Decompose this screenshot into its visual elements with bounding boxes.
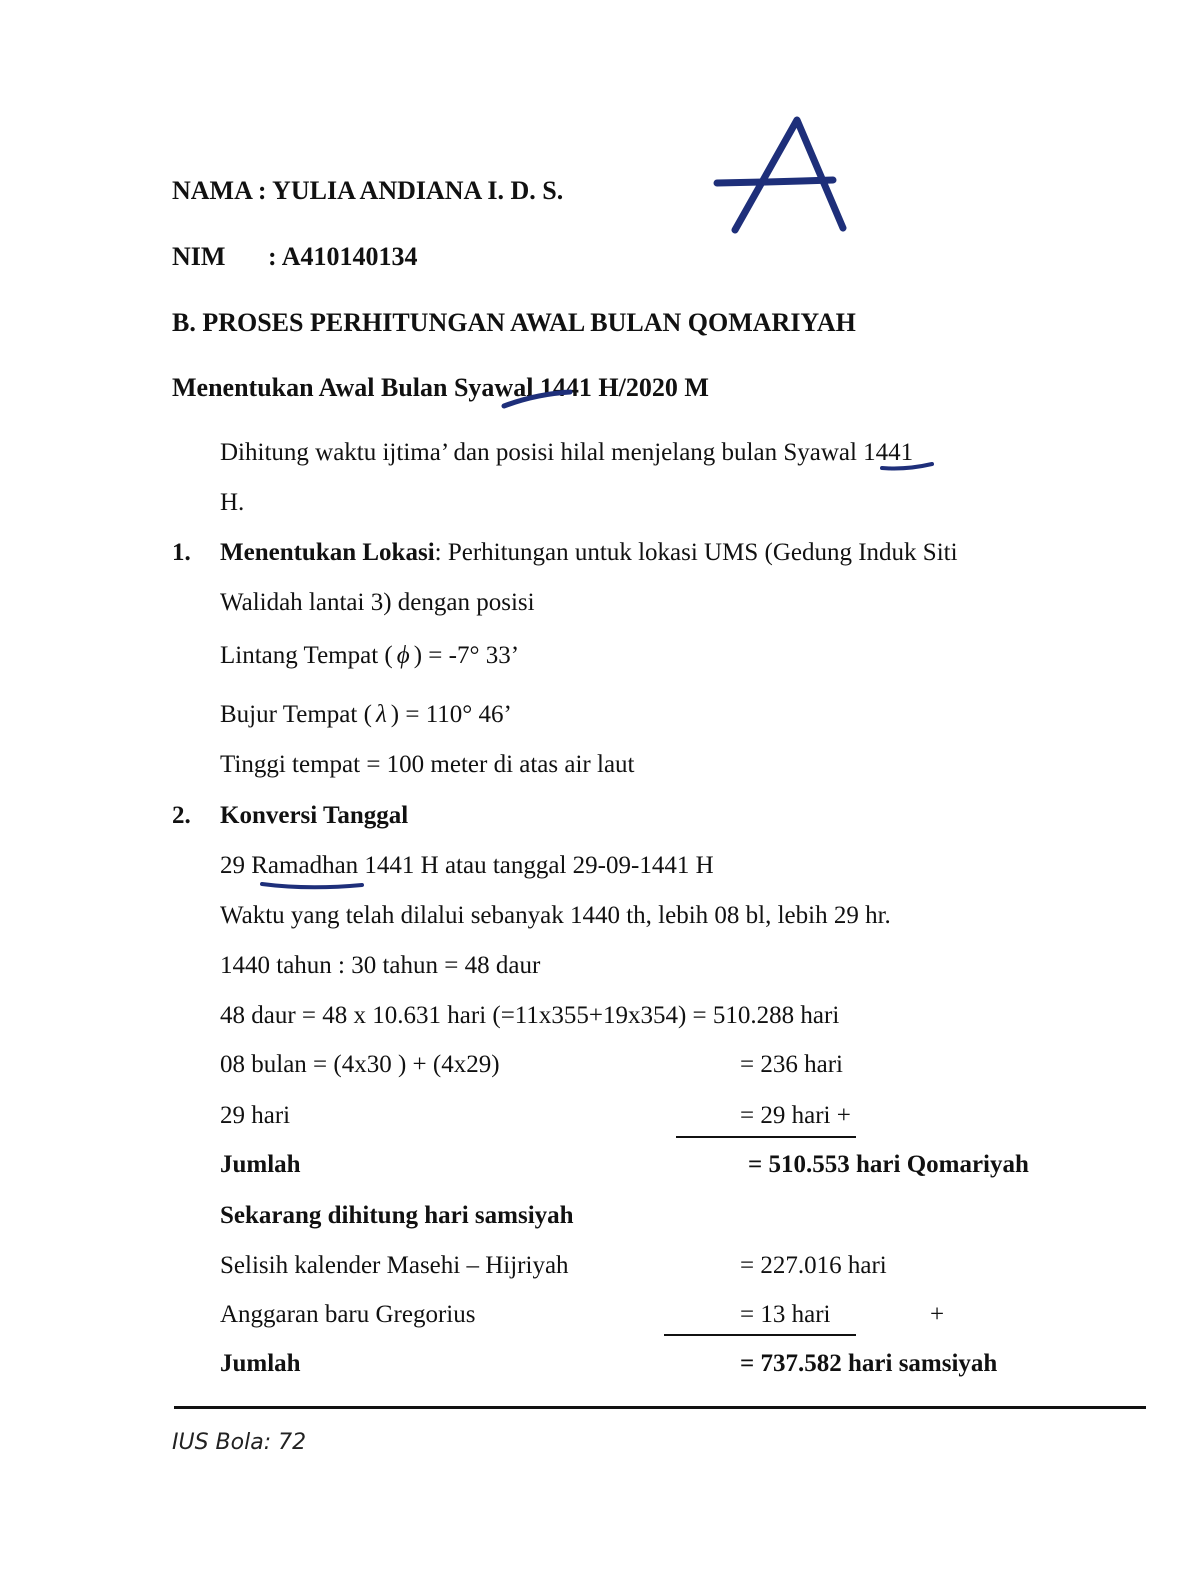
step2-heading: Konversi Tanggal [220,802,409,829]
jumlah2-label: Jumlah [220,1350,301,1377]
step1-number: 1. [172,539,191,566]
hari-value: = 29 hari + [740,1102,851,1129]
bulan-value: = 236 hari [740,1051,843,1078]
phi-symbol: ϕ [396,642,410,669]
step1-line-1 [220,538,958,568]
bujur-label: Bujur Tempat ( [220,701,372,728]
plus-sign: + [930,1301,945,1328]
tahun-line: 1440 tahun : 30 tahun = 48 daur [220,952,541,979]
section-subtitle: Menentukan Awal Bulan Syawal 1441 H/2020 M [172,373,709,402]
step1-line-2: Walidah lantai 3) dengan posisi [220,589,535,616]
ink-underline-syawal-2 [878,456,938,474]
lintang-label: Lintang Tempat ( [220,642,393,669]
hari-label: 29 hari [220,1102,291,1129]
sum-rule-1 [676,1136,856,1138]
lintang-value: ) = -7° 33’ [413,642,520,669]
bujur-value: ) = 110° 46’ [390,701,512,728]
samsiyah-heading: Sekarang dihitung hari samsiyah [220,1202,574,1229]
ink-underline-syawal-1 [500,388,580,412]
intro-line-1: Dihitung waktu ijtima’ dan posisi hilal menjelang bulan Syawal 1441 [220,439,914,466]
step2-number: 2. [172,802,191,829]
jumlah-label: Jumlah [220,1151,301,1178]
footer-rule [174,1406,1146,1409]
nim-value: : A410140134 [268,242,418,271]
footer-text: IUS Bola: 72 [172,1430,307,1455]
tinggi-line: Tinggi tempat = 100 meter di atas air laut [220,751,635,778]
gregorius-label: Anggaran baru Gregorius [220,1301,476,1328]
nim-label: NIM [172,242,226,271]
intro-line-2: H. [220,489,245,516]
selisih-label: Selisih kalender Masehi – Hijriyah [220,1252,569,1279]
bujur-line [220,700,512,730]
selisih-value: = 227.016 hari [740,1252,887,1279]
step1-text-1: : Perhitungan untuk lokasi UMS (Gedung Induk Siti [434,539,958,566]
lintang-line [220,641,519,671]
daur-line: 48 daur = 48 x 10.631 hari (=11x355+19x354) = 510.288 hari [220,1002,840,1029]
bulan-label: 08 bulan = (4x30 ) + (4x29) [220,1051,500,1078]
jumlah-value: = 510.553 hari Qomariyah [748,1151,1029,1178]
jumlah2-value: = 737.582 hari samsiyah [740,1350,998,1377]
gregorius-value: = 13 hari [740,1301,831,1328]
waktu-line: Waktu yang telah dilalui sebanyak 1440 th, lebih 08 bl, lebih 29 hr. [220,902,891,929]
section-title: B. PROSES PERHITUNGAN AWAL BULAN QOMARIYAH [172,308,856,337]
lambda-symbol: λ [375,701,387,728]
sum-rule-2 [664,1334,856,1336]
grade-mark-handwritten [705,110,855,240]
step1-heading: Menentukan Lokasi [220,539,435,566]
date-line: 29 Ramadhan 1441 H atau tanggal 29-09-1441 H [220,852,714,879]
name-line: NAMA : YULIA ANDIANA I. D. S. [172,176,564,205]
ink-underline-ramadhan [258,876,370,892]
